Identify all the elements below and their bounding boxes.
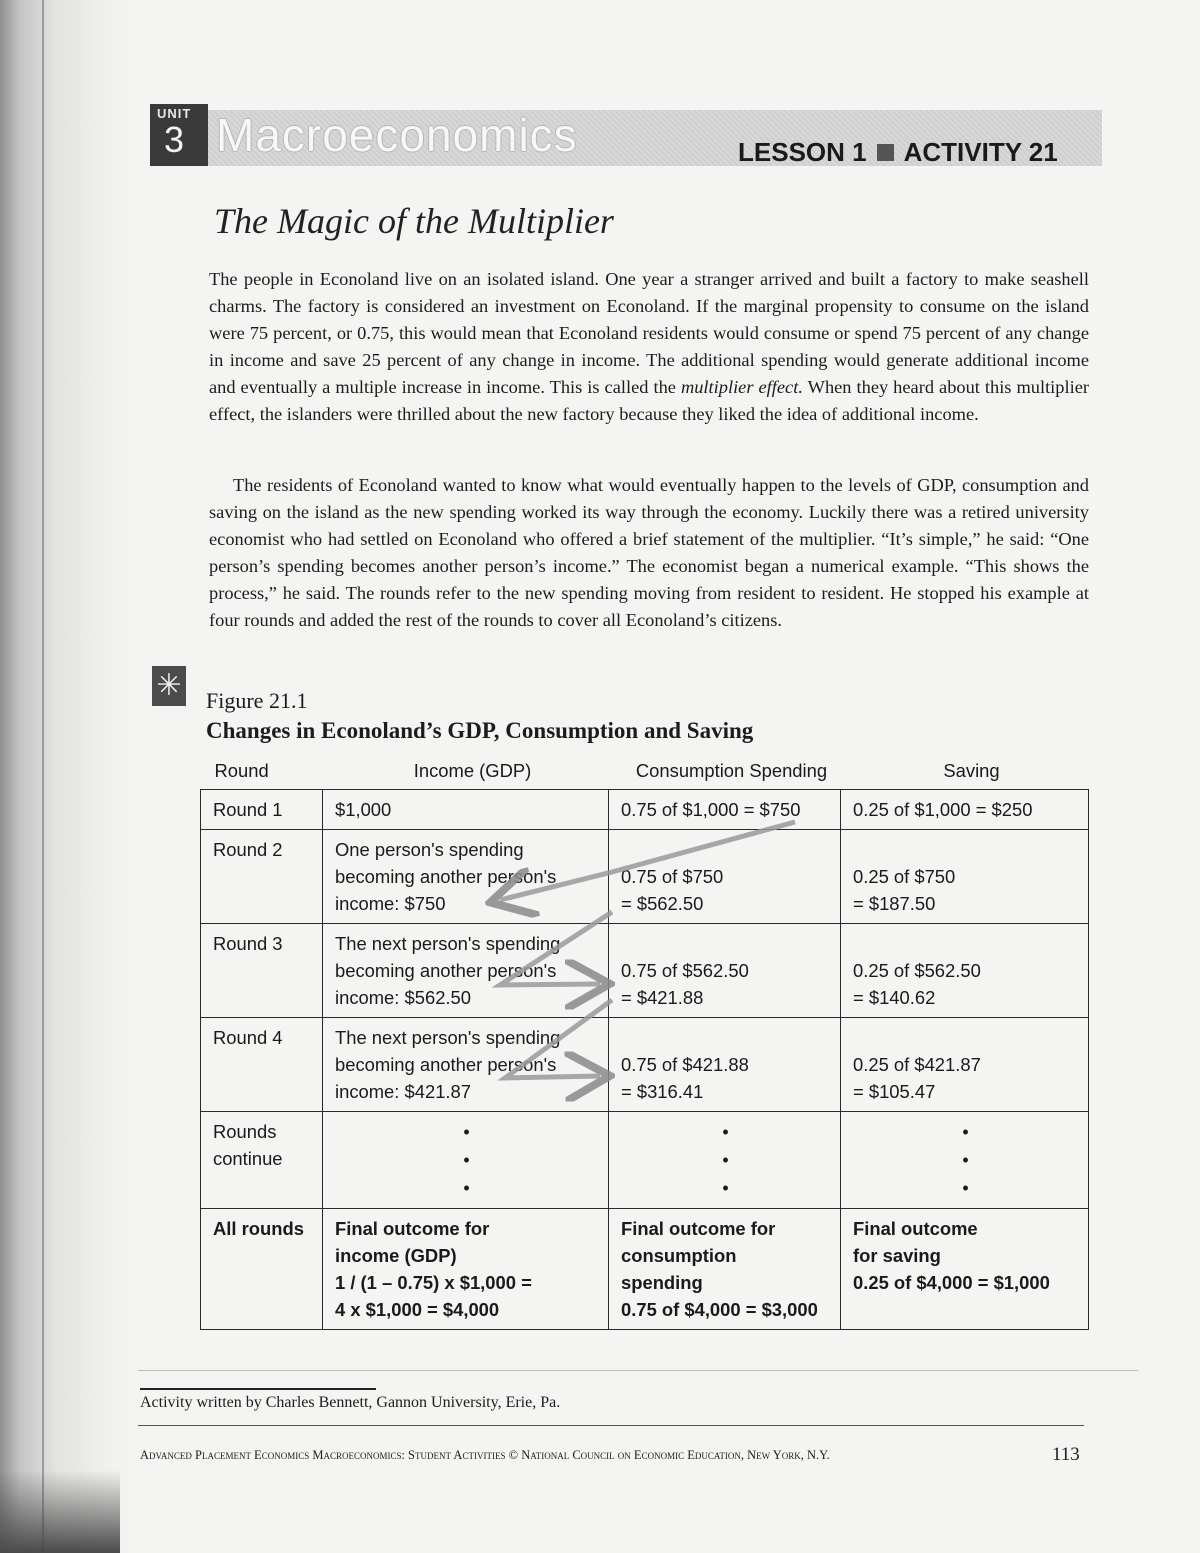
- footer-divider: [138, 1370, 1138, 1371]
- cell-line: Round 3: [213, 933, 283, 954]
- lesson-label: LESSON 1: [738, 137, 867, 167]
- cell-line: One person's spending: [335, 839, 524, 860]
- cell-line: continue: [213, 1148, 283, 1169]
- multiplier-table: [200, 758, 1088, 1330]
- cell-line: 0.25 of $421.87: [853, 1054, 981, 1075]
- consumption-cell: [609, 1209, 841, 1330]
- table-row: [201, 830, 1089, 924]
- header-round: Round: [214, 760, 269, 781]
- table-row: [201, 1209, 1089, 1330]
- cell-line: 0.75 of $1,000 = $750: [621, 799, 801, 820]
- cell-line: spending: [621, 1272, 703, 1293]
- cell-line: Final outcome: [853, 1218, 978, 1239]
- intro-emphasis: multiplier effect.: [680, 377, 803, 397]
- header-band-title: Macroeconomics: [216, 109, 578, 161]
- figure-label: Figure 21.1: [206, 688, 308, 713]
- cell-line: 0.75 of $421.88: [621, 1054, 749, 1075]
- header-income: Income (GDP): [413, 760, 532, 781]
- asterisk-icon: ✳: [152, 666, 186, 706]
- cell-line: income (GDP): [335, 1245, 457, 1266]
- cell-line: 0.25 of $1,000 = $250: [853, 799, 1033, 820]
- table-header-row: [201, 758, 1089, 790]
- dot: •: [722, 1178, 729, 1198]
- unit-label: UNIT: [157, 106, 192, 121]
- activity-credit: Activity written by Charles Bennett, Gannon University, Erie, Pa.: [140, 1394, 561, 1411]
- cell-line: 0.75 of $562.50: [621, 960, 749, 981]
- round-cell: [201, 790, 323, 830]
- cell-line: The next person's spending: [335, 1027, 561, 1048]
- round-cell: [201, 1112, 323, 1209]
- saving-cell: [841, 924, 1089, 1018]
- cell-line: consumption: [621, 1245, 737, 1266]
- intro-paragraph: [209, 266, 1089, 428]
- continuation-dots: [609, 1112, 841, 1209]
- cell-line: income: $562.50: [335, 987, 471, 1008]
- cell-line: All rounds: [213, 1218, 304, 1239]
- dot: •: [962, 1178, 969, 1198]
- saving-cell: [841, 1018, 1089, 1112]
- cell-line: becoming another person's: [335, 866, 557, 887]
- table-row: [201, 924, 1089, 1018]
- cell-line: Rounds: [213, 1121, 277, 1142]
- cell-line: income: $421.87: [335, 1081, 471, 1102]
- cell-line: $1,000: [335, 799, 392, 820]
- page-number: 113: [1052, 1444, 1080, 1465]
- consumption-cell: [609, 1018, 841, 1112]
- header-consumption: Consumption Spending: [635, 760, 828, 781]
- credit-rule: [140, 1388, 376, 1390]
- dot: •: [962, 1150, 969, 1170]
- cell-line: 0.75 of $750: [621, 866, 724, 887]
- saving-cell: [841, 1209, 1089, 1330]
- cell-line: Final outcome for: [621, 1218, 776, 1239]
- figure-title: Changes in Econoland’s GDP, Consumption and Saving: [206, 718, 754, 743]
- cell-line: for saving: [853, 1245, 941, 1266]
- dot: •: [463, 1178, 470, 1198]
- continuation-dots: [323, 1112, 609, 1209]
- footer-rule: [138, 1425, 1084, 1426]
- round-cell: [201, 1209, 323, 1330]
- square-bullet-icon: [877, 144, 894, 161]
- cell-line: 0.75 of $4,000 = $3,000: [621, 1299, 818, 1320]
- unit-number: 3: [164, 119, 185, 160]
- cell-line: Round 2: [213, 839, 283, 860]
- saving-cell: [841, 790, 1089, 830]
- table-row: [201, 1018, 1089, 1112]
- round-cell: [201, 830, 323, 924]
- income-cell: [323, 1018, 609, 1112]
- table-row: [201, 790, 1089, 830]
- cell-line: = $421.88: [621, 987, 704, 1008]
- lesson-activity-label: [738, 137, 1058, 168]
- dot: •: [722, 1150, 729, 1170]
- cell-line: = $105.47: [853, 1081, 936, 1102]
- cell-line: The next person's spending: [335, 933, 561, 954]
- cell-line: 0.25 of $750: [853, 866, 956, 887]
- cell-line: Final outcome for: [335, 1218, 490, 1239]
- cell-line: = $316.41: [621, 1081, 704, 1102]
- cell-line: 0.25 of $562.50: [853, 960, 981, 981]
- income-cell: [323, 830, 609, 924]
- income-cell: [323, 924, 609, 1018]
- cell-line: becoming another person's: [335, 1054, 557, 1075]
- cell-line: 1 / (1 – 0.75) x $1,000 =: [335, 1272, 532, 1293]
- dot: •: [463, 1150, 470, 1170]
- cell-line: = $562.50: [621, 893, 704, 914]
- dot: •: [463, 1122, 470, 1142]
- income-cell: [323, 1209, 609, 1330]
- saving-cell: [841, 830, 1089, 924]
- continuation-dots: [841, 1112, 1089, 1209]
- page-title: The Magic of the Multiplier: [214, 201, 614, 241]
- cell-line: Round 1: [213, 799, 283, 820]
- header-saving: Saving: [943, 760, 1000, 781]
- table-row: [201, 1112, 1089, 1209]
- round-cell: [201, 1018, 323, 1112]
- cell-line: 4 x $1,000 = $4,000: [335, 1299, 500, 1320]
- consumption-cell: [609, 790, 841, 830]
- intro-text-a: The people in Econoland live on an isolated island. One year a stranger arrived and built a factory to make seashell charms. The factory is considered an investment on Econoland. If the marginal propensity to consume on the island were 75 percent, or 0.75, this would mean that Econoland residents would consume or spend 75 percent of any change in income and save 25 percent of any change in income. The additional spending would generate additional income and eventually a multiple increase in income. This is called the: [209, 269, 1089, 397]
- dot: •: [722, 1122, 729, 1142]
- cell-line: 0.25 of $4,000 = $1,000: [853, 1272, 1050, 1293]
- consumption-cell: [609, 924, 841, 1018]
- cell-line: = $187.50: [853, 893, 936, 914]
- round-cell: [201, 924, 323, 1018]
- activity-label: ACTIVITY 21: [903, 137, 1058, 167]
- cell-line: income: $750: [335, 893, 446, 914]
- cell-line: = $140.62: [853, 987, 936, 1008]
- income-cell: [323, 790, 609, 830]
- cell-line: Round 4: [213, 1027, 283, 1048]
- source-citation: Advanced Placement Economics Macroeconomics: Student Activities © National Council on Economic Education, New York, N.Y.: [140, 1448, 830, 1462]
- second-paragraph: The residents of Econoland wanted to know what would eventually happen to the levels of GDP, consumption and saving on the island as the new spending worked its way through the economy. Luckily there was a retired university economist who had settled on Econoland who offered a brief statement of the multiplier. “It’s simple,” he said: “One person’s spending becomes another person’s income.” The economist began a numerical example. “This shows the process,” he said. The rounds refer to the new spending moving from resident to resident. He stopped his example at four rounds and added the rest of the rounds to cover all Econoland’s citizens.: [209, 475, 1089, 630]
- dot: •: [962, 1122, 969, 1142]
- cell-line: becoming another person's: [335, 960, 557, 981]
- intro-text-b: When they heard about this multiplier effect, the islanders were thrilled about the new factory because they liked the idea of additional income.: [209, 377, 1089, 424]
- consumption-cell: [609, 830, 841, 924]
